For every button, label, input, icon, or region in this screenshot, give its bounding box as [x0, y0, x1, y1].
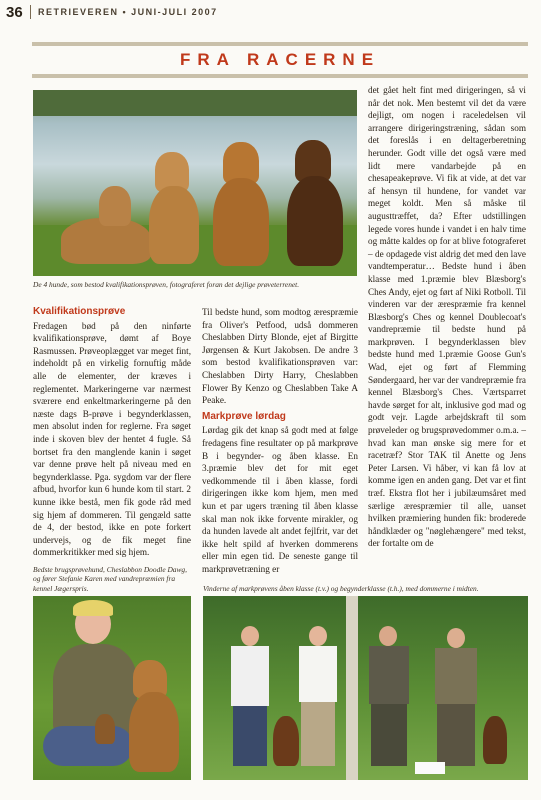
judge-2-legs [371, 704, 407, 766]
winner-1-legs [233, 706, 267, 766]
winning-dog-body [129, 692, 179, 772]
judge-1-body [299, 646, 337, 702]
column-1 [33, 306, 191, 559]
section-title: FRA RACERNE [179, 50, 381, 69]
bottom-right-photo [203, 596, 528, 780]
winner-2-body [435, 648, 477, 704]
col3-body: det gået helt fint med dirigeringen, så vi når det nok. Men bestemt vil det da være dejligt, om nogen i raceledelsen vil arrangere dirigeringstræning, sådan som det foreslås i en deltagerberetning herunder. Godt ville det også være med lidt mere vandarbejde på en chesapeakeprøve. Vi fik at vide, at det var af hensyn til hundene, for vandet var meget koldt. Men så måske til augusttræffet, da? Efter udstillingen legede vores hunde i vandet i en halv time og måtte kaldes op for at blive fotograferet – de opdagede vist aldrig det med den lave vandtemperatur… Bedste hund i åben klasse med 1.præmie blev Blæsborg's Ches Andy, ejet og ført af Niki Rotboll. Til vinderen var der ærespræmie fra kennel Blæsborg's Ches og kennel Doublecoat's vandrepræmie til bedste hund på markprøven. I begynderklassen blev bedste hund med 1.præmie Goose Gun's Wad, ejet og ført af Flemming Søndergaard, her var der vandrepræmie fra kennel Blæsborg's Ches. Værtsparret havde sørget for alt, inklusive god mad og godt vejr. Lagde arbejdskraft til som prøveleder og brugsprøvedommer o.m.a. – hvad kan man ønske sig mere for et racetræf? Stor TAK til Anette og Jens Peter Larsen. Vi håber, vi kan få lov at komme igen en anden gang. Det var et fint træf. Ekstra flot her i jubilæumsåret med særlige ærespræmier til alle, uanset hvilken præmiering hunden fik: broderede håndklæder og "nøglehængere" med tekst, der fortalte om de [368, 85, 526, 549]
bottom-right-caption: Vinderne af markprøvens åben klasse (t.v.) og begynderklasse (t.h.), med dommerne i midten. [203, 584, 479, 593]
winner-2-head [447, 628, 465, 648]
column-2 [202, 306, 358, 575]
handler-woman-legs [43, 726, 133, 766]
page-number: 36 [6, 4, 23, 21]
judge-2-body [369, 646, 409, 704]
dog-lying-head [99, 186, 131, 226]
winner-1-body [231, 646, 269, 706]
open-class-dog [273, 716, 299, 766]
top-photo-caption: De 4 hunde, som bestod kvalifikationsprøven, fotograferet foran det dejlige prøveterrenet. [33, 280, 300, 289]
title-rule-bottom [32, 74, 528, 78]
dog-sitting-4-body [287, 176, 343, 266]
flagpole [346, 596, 358, 780]
dog-sitting-3-body [213, 178, 269, 266]
top-photo [33, 90, 357, 276]
award-plaque [415, 762, 445, 774]
winner-2-legs [437, 704, 475, 766]
winner-1-head [241, 626, 259, 646]
heading-kvalifikationsprove: Kvalifikationsprøve [33, 306, 126, 317]
dog-sitting-2-body [149, 186, 199, 264]
beginner-class-dog [483, 716, 507, 764]
col2-body-2: Lørdag gik det knap så godt med at følge fredagens fine resultater op på markprøve B i begynder- og åben klasse. En 3.præmie blev det for mit eget vedkommende til i åben klasse, fordi dirigeringen ikke kom hjem, men med kun et par ugers træning til åben klasse skal man nok ikke forvente mirakler, og da hunden lavede alt andet fejlfrit, var det ikke helt spild af hverken dommerens eller min egen tid. De seneste gange til markprøvetræning er [202, 425, 358, 574]
title-rule-top [32, 42, 528, 46]
judge-1-head [309, 626, 327, 646]
judge-2-head [379, 626, 397, 646]
trophy-figurine [95, 714, 115, 744]
heading-markprove-lordag: Markprøve lørdag [202, 410, 286, 422]
bottom-left-photo [33, 596, 191, 780]
handler-woman-hair [73, 600, 113, 616]
magazine-header: RETRIEVEREN • JUNI-JULI 2007 [38, 7, 218, 17]
bottom-left-caption: Bedste brugsprøvehund, Cheslabbon Doodle Dawg, og fører Stefanie Karen med vandrepræmien fra kennel Jægerspris. [33, 565, 187, 593]
column-3 [368, 84, 526, 550]
header-divider [30, 5, 31, 19]
judge-1-legs [301, 702, 335, 766]
col1-body: Fredagen bød på den ninførte kvalifikationsprøve, dømt af Boye Rasmussen. Prøveoplægget var meget fint, indeholdt på en virkelig fornuftig måde alle de elementer, der kræves i reglementet. Markeringerne var nærmest sværere end enkeltmarkeringerne på den næste dags B-prøve i begynderklassen, men absolut inden for reglerne. Fra søget inde i skoven blev der hentet 4 fugle. Så bortset fra den manglende kanin i søget var denne prøve helt på niveau med en begynderklasse. Pga. sygdom var der flere afbud, hvorfor kun 6 hunde kom til start. 2 kunne ikke bestå, men fik gode råd med sig hjem af dommeren. Til gengæld satte de 4, der bestod, ikke en pote forkert undervejs, og de fik meget fine dommerkritikker med sig hjem. [33, 320, 191, 558]
col2-body-1: Til bedste hund, som modtog ærespræmie fra Oliver's Petfood, udså dommeren Cheslabben Dirty Blonde, ejet af Birgitte Jørgensen & Kurt Jakobsen. De andre 3 som bestod kvalifikationsprøven var: Cheslabben Dirty Harry, Cheslabben Flower By Kenzo og Cheslabben Take A Peake. [202, 307, 358, 406]
